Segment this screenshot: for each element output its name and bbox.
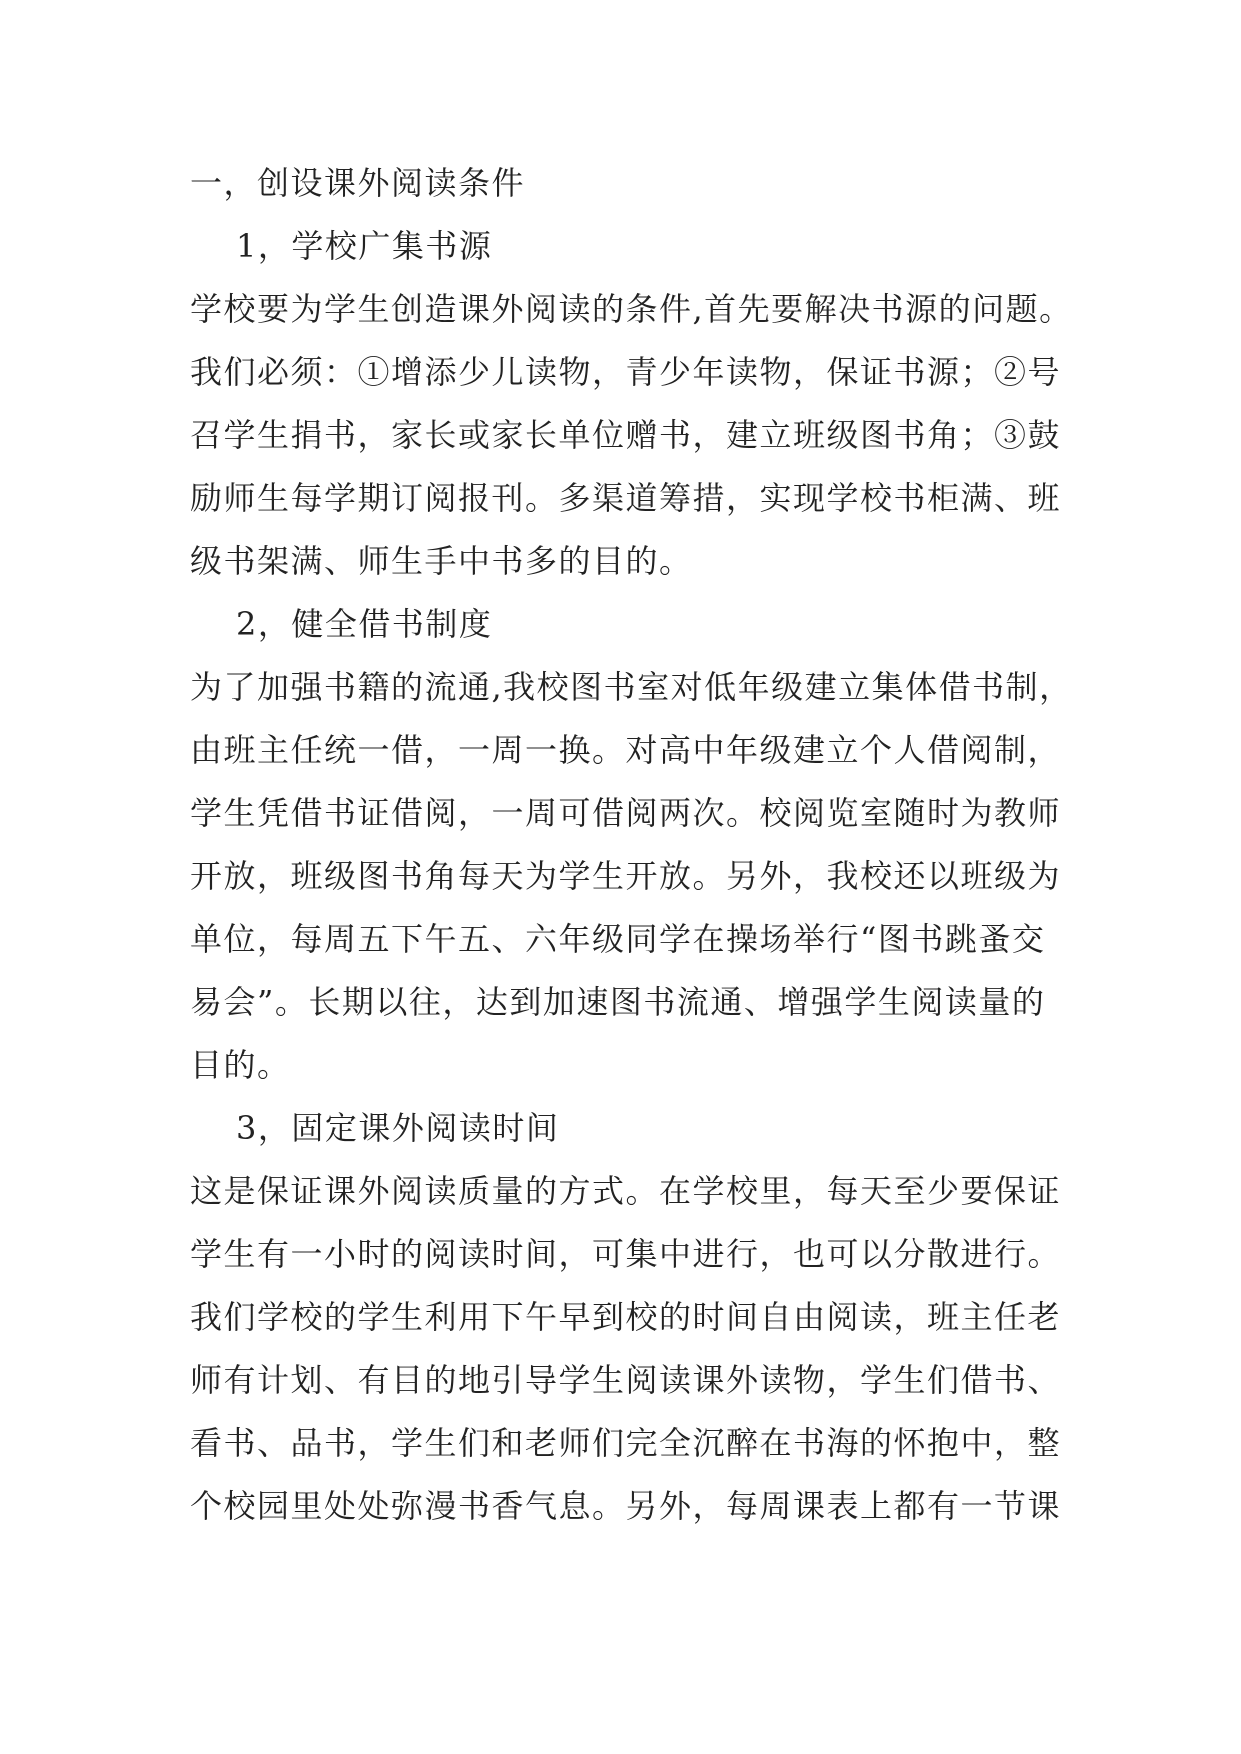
paragraph-line: 我们学校的学生利用下午早到校的时间自由阅读，班主任老 xyxy=(190,1298,1062,1336)
paragraph-line: 这是保证课外阅读质量的方式。在学校里，每天至少要保证 xyxy=(190,1172,1062,1210)
document-body xyxy=(190,152,1073,1538)
paragraph-line: 学校要为学生创造课外阅读的条件,首先要解决书源的问题。 xyxy=(190,290,1073,328)
section-heading: 一，创设课外阅读条件 xyxy=(190,164,526,202)
paragraph-line: 单位，每周五下午五、六年级同学在操场举行“图书跳蚤交 xyxy=(190,920,1046,958)
paragraph-line: 由班主任统一借，一周一换。对高中年级建立个人借阅制， xyxy=(190,731,1062,769)
subsection-title-1: 1，学校广集书源 xyxy=(236,227,493,265)
paragraph-line: 学生有一小时的阅读时间，可集中进行，也可以分散进行。 xyxy=(190,1235,1062,1273)
paragraph-line: 易会”。长期以往，达到加速图书流通、增强学生阅读量的 xyxy=(190,983,1046,1021)
paragraph-line: 学生凭借书证借阅，一周可借阅两次。校阅览室随时为教师 xyxy=(190,794,1062,832)
paragraph-line: 师有计划、有目的地引导学生阅读课外读物，学生们借书、 xyxy=(190,1361,1062,1399)
paragraph-line: 召学生捐书，家长或家长单位赠书，建立班级图书角；③鼓 xyxy=(190,416,1062,454)
paragraph-line: 个校园里处处弥漫书香气息。另外，每周课表上都有一节课 xyxy=(190,1487,1062,1525)
paragraph-line: 级书架满、师生手中书多的目的。 xyxy=(190,542,693,580)
paragraph-line: 励师生每学期订阅报刊。多渠道筹措，实现学校书柜满、班 xyxy=(190,479,1062,517)
paragraph-line: 看书、品书，学生们和老师们完全沉醉在书海的怀抱中，整 xyxy=(190,1424,1062,1462)
paragraph-line: 为了加强书籍的流通,我校图书室对低年级建立集体借书制， xyxy=(190,668,1073,706)
paragraph-line: 目的。 xyxy=(190,1046,291,1084)
subsection-title-3: 3，固定课外阅读时间 xyxy=(236,1109,560,1147)
subsection-title-2: 2，健全借书制度 xyxy=(236,605,493,643)
paragraph-line: 我们必须：①增添少儿读物，青少年读物，保证书源；②号 xyxy=(190,353,1062,391)
paragraph-line: 开放，班级图书角每天为学生开放。另外，我校还以班级为 xyxy=(190,857,1062,895)
